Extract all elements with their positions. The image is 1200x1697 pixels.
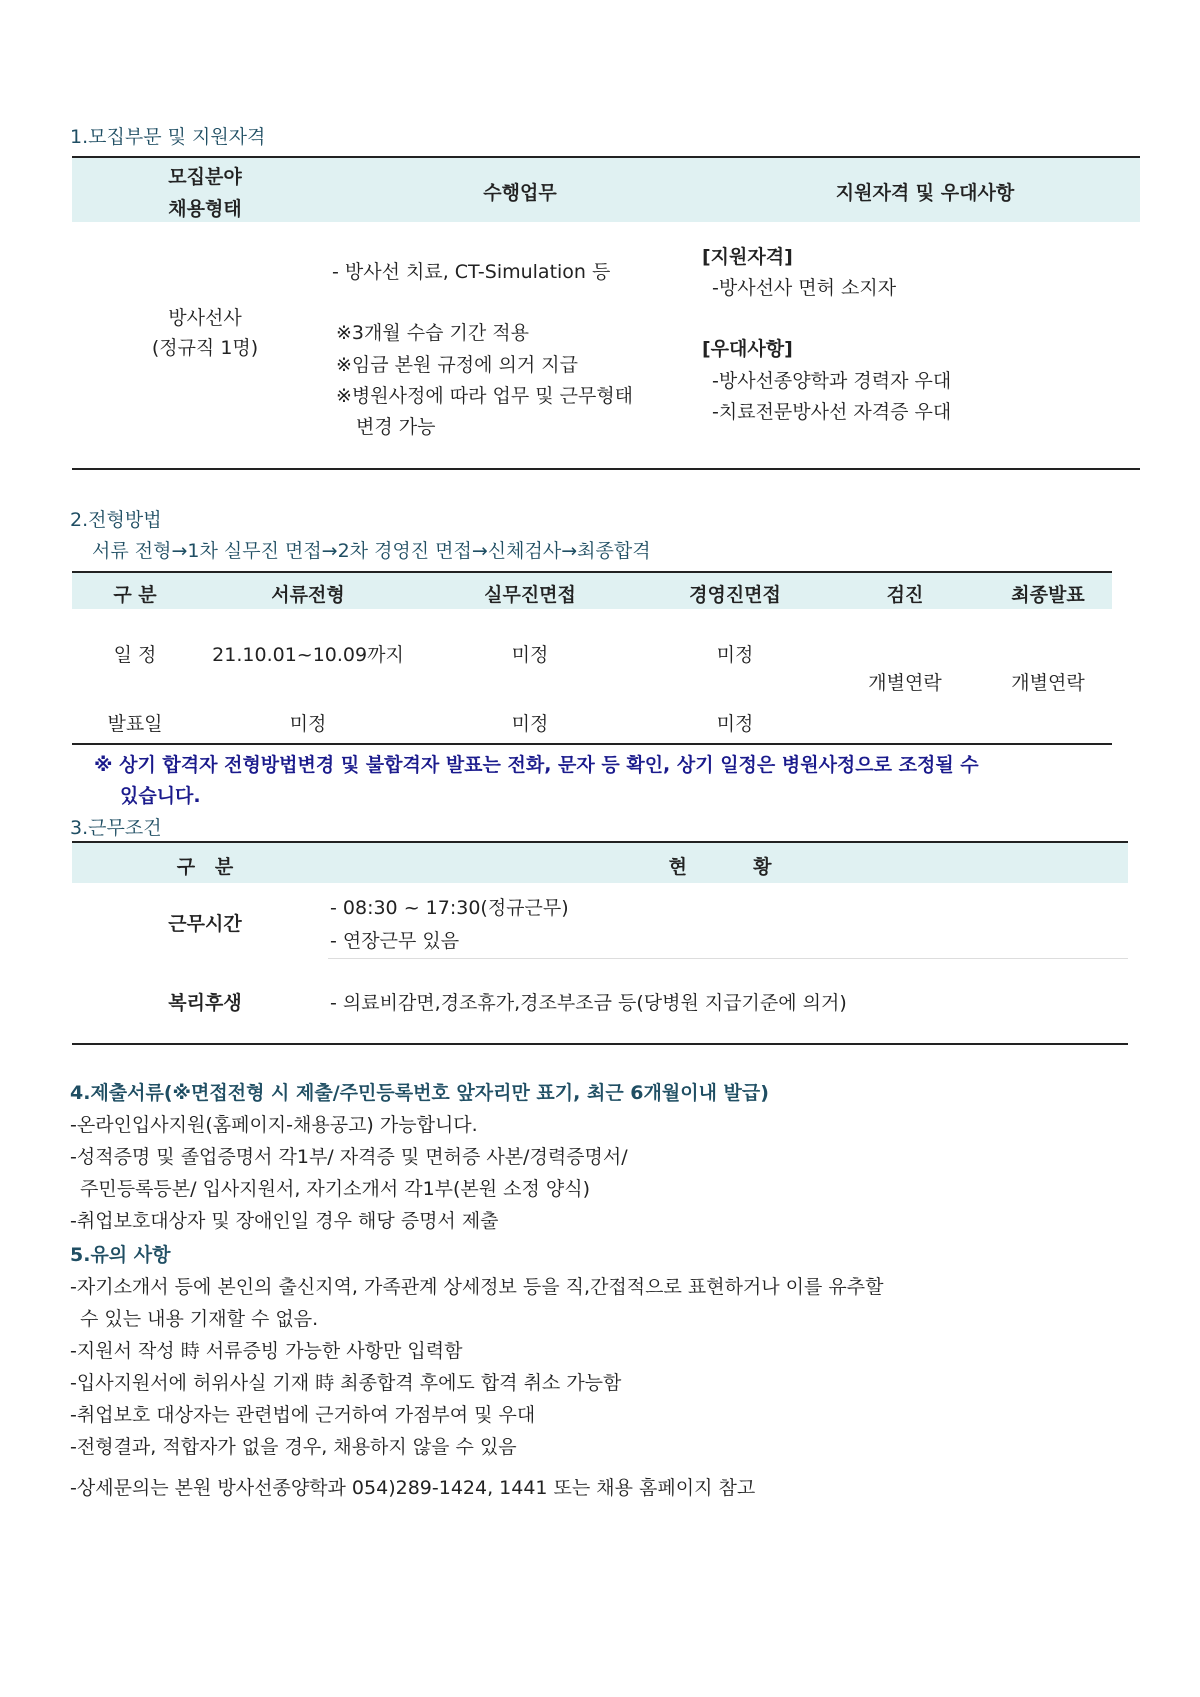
preference-item: -치료전문방사선 자격증 우대: [712, 401, 952, 423]
table3-bottom-border: [72, 1043, 1128, 1045]
duty-line: - 방사선 치료, CT-Simulation 등: [332, 261, 611, 283]
duty-line: ※3개월 수습 기간 적용: [336, 322, 529, 344]
welfare-text: - 의료비감면,경조휴가,경조부조금 등(당병원 지급기준에 의거): [330, 992, 847, 1014]
header-duties: 수행업무: [483, 182, 557, 204]
header-checkup: 검진: [886, 584, 924, 606]
schedule-document: 21.10.01~10.09까지: [212, 644, 404, 666]
notice-line: -전형결과, 적합자가 없을 경우, 채용하지 않을 수 있음: [70, 1436, 517, 1458]
header-status: 현 황: [668, 856, 772, 878]
duty-line: 변경 가능: [356, 416, 436, 438]
document-line: 주민등록등본/ 입사지원서, 자기소개서 각1부(본원 소정 양식): [80, 1178, 591, 1200]
job-field: 방사선사: [168, 307, 242, 329]
header-field: 모집분야: [168, 166, 242, 188]
job-type: (정규직 1명): [151, 337, 259, 359]
notice-line: 수 있는 내용 기재할 수 없음.: [80, 1308, 319, 1330]
document-line: -취업보호대상자 및 장애인일 경우 해당 증명서 제출: [70, 1210, 499, 1232]
document-line: -성적증명 및 졸업증명서 각1부/ 자격증 및 면허증 사본/경력증명서/: [70, 1146, 628, 1168]
section4-title: 4.제출서류(※면접전형 시 제출/주민등록번호 앞자리만 표기, 최근 6개월이내 발급): [70, 1082, 769, 1104]
row-label-schedule: 일 정: [113, 644, 157, 666]
work-hours-line: - 08:30 ~ 17:30(정규근무): [330, 897, 569, 919]
table1-bottom-border: [72, 468, 1140, 470]
header-executive-interview: 경영진면접: [689, 584, 781, 606]
work-hours-label: 근무시간: [168, 913, 242, 935]
preference-title: [우대사항]: [702, 338, 793, 360]
selection-notice: ※ 상기 합격자 전형방법변경 및 불합격자 발표는 전화, 문자 등 확인, 상기 일정은 병원사정으로 조정될 수: [94, 754, 979, 776]
selection-flow: 서류 전형→1차 실무진 면접→2차 경영진 면접→신체검사→최종합격: [92, 540, 651, 562]
notice-line: -취업보호 대상자는 관련법에 근거하여 가점부여 및 우대: [70, 1404, 536, 1426]
notice-line: -지원서 작성 時 서류증빙 가능한 사항만 입력함: [70, 1340, 463, 1362]
announce-staff: 미정: [511, 713, 549, 735]
work-hours-line: - 연장근무 있음: [330, 930, 460, 952]
header-final-announcement: 최종발표: [1011, 584, 1085, 606]
qualification-item: -방사선사 면허 소지자: [712, 277, 897, 299]
row-label-announcement: 발표일: [107, 713, 163, 735]
qualification-title: [지원자격]: [702, 246, 793, 268]
header-division: 구 분: [176, 856, 234, 878]
header-document-screening: 서류전형: [271, 584, 345, 606]
preference-item: -방사선종양학과 경력자 우대: [712, 370, 952, 392]
header-employment-type: 채용형태: [168, 198, 242, 220]
section5-title: 5.유의 사항: [70, 1244, 171, 1266]
table3-row-divider: [328, 958, 1128, 959]
welfare-label: 복리후생: [168, 992, 242, 1014]
duty-line: ※병원사정에 따라 업무 및 근무형태: [336, 385, 634, 407]
header-qualifications: 지원자격 및 우대사항: [835, 182, 1015, 204]
schedule-staff: 미정: [511, 644, 549, 666]
schedule-executive: 미정: [716, 644, 754, 666]
header-staff-interview: 실무진면접: [484, 584, 576, 606]
section2-title: 2.전형방법: [70, 509, 162, 531]
final-announcement-value: 개별연락: [1011, 672, 1085, 694]
duty-line: ※임금 본원 규정에 의거 지급: [336, 354, 578, 376]
notice-line: -자기소개서 등에 본인의 출신지역, 가족관계 상세정보 등을 직,간접적으로 표현하거나 이를 유추할: [70, 1276, 884, 1298]
announce-document: 미정: [289, 713, 327, 735]
document-line: -온라인입사지원(홈페이지-채용공고) 가능합니다.: [70, 1114, 478, 1136]
announce-executive: 미정: [716, 713, 754, 735]
selection-notice-cont: 있습니다.: [120, 785, 201, 807]
header-division: 구 분: [113, 584, 157, 606]
notice-line: -상세문의는 본원 방사선종양학과 054)289-1424, 1441 또는 채용 홈페이지 참고: [70, 1477, 756, 1499]
notice-line: -입사지원서에 허위사실 기재 時 최종합격 후에도 합격 취소 가능함: [70, 1372, 622, 1394]
section1-title: 1.모집부문 및 지원자격: [70, 126, 266, 148]
checkup-value: 개별연락: [868, 672, 942, 694]
section3-title: 3.근무조건: [70, 817, 162, 839]
table2-bottom-border: [72, 743, 1112, 745]
